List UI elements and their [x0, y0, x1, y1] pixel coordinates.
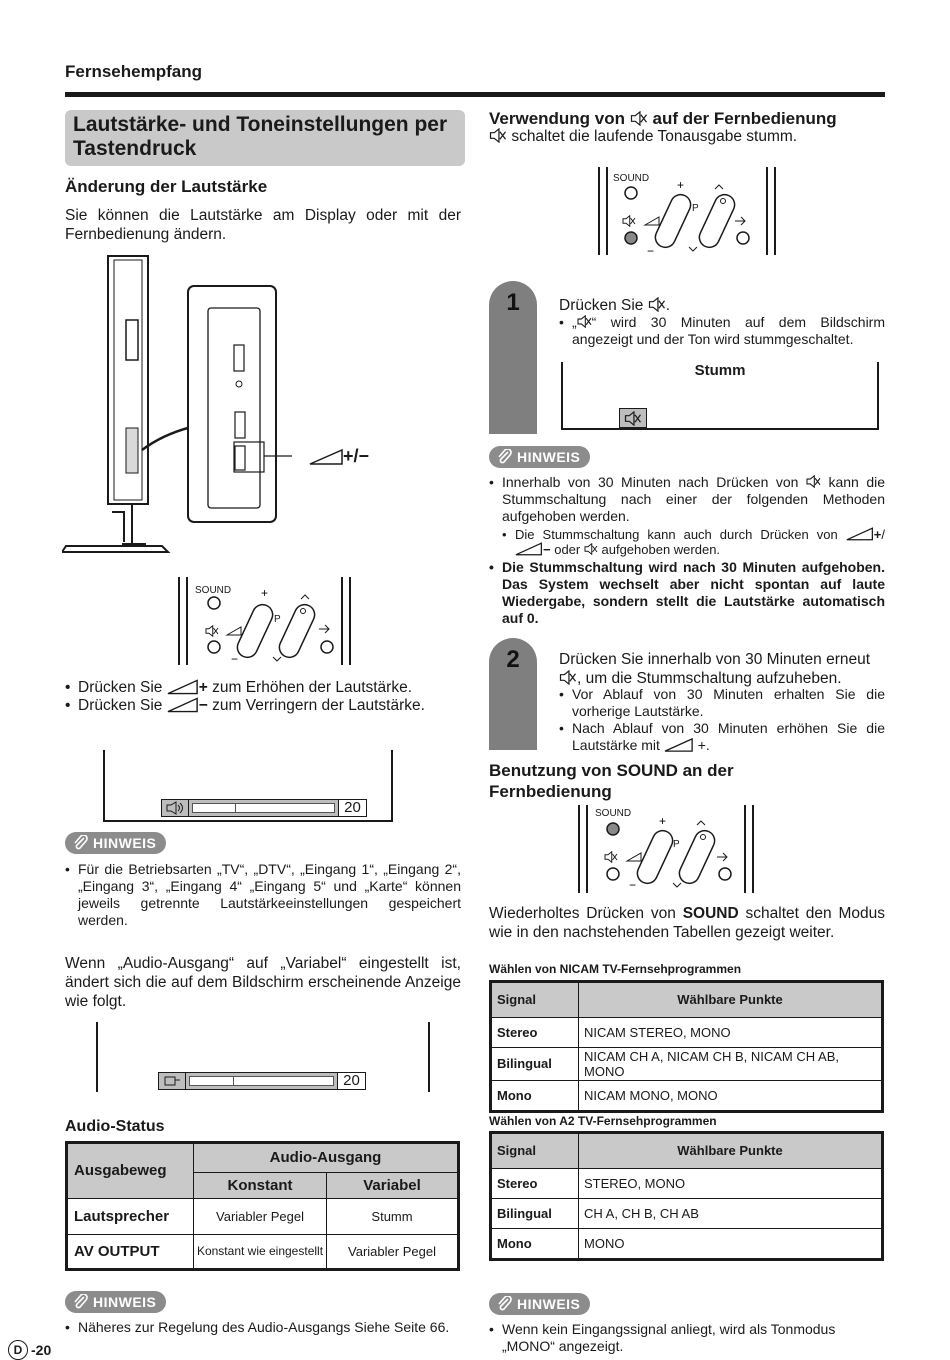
- volume-bullets: [65, 679, 465, 715]
- a2-row-items: CH A, CH B, CH AB: [579, 1198, 882, 1228]
- nicam-row-items: NICAM MONO, MONO: [579, 1080, 882, 1110]
- step-2-tab: 2: [489, 638, 537, 750]
- audio-col-const: Konstant: [194, 1172, 327, 1198]
- screen-volume-1: [103, 750, 393, 822]
- mute-heading: Verwendung von auf der Fernbedienung: [489, 109, 837, 128]
- audio-row-name: Lautsprecher: [68, 1198, 194, 1234]
- mute-icon: [806, 475, 821, 488]
- mute-icon: [584, 543, 598, 555]
- hinweis-3-subbullet: • Die Stummschaltung kann auch durch Drücken von +/ − oder aufgehoben werden.: [502, 527, 885, 557]
- section-title: Lautstärke- und Toneinstellungen per Tastendruck: [65, 110, 465, 166]
- volume-bar-2: [158, 1072, 366, 1090]
- hinweis-list-2: [65, 1319, 461, 1336]
- audio-out-text: Wenn „Audio-Ausgang“ auf „Variabel“ eingestellt ist, ändert sich die auf dem Bildschirm erscheinende Anzeige wie folgt.: [65, 955, 461, 1010]
- screen-mute: [561, 362, 879, 430]
- remote-p-label: P: [692, 203, 699, 214]
- step-1-title: Drücken Sie .: [559, 297, 671, 314]
- volume-ramp-icon: [167, 697, 199, 713]
- audio-row-const: Variabler Pegel: [194, 1198, 327, 1234]
- nicam-row-signal: Bilingual: [492, 1047, 579, 1080]
- nicam-col-signal: Signal: [492, 983, 579, 1017]
- audio-row-name: AV OUTPUT: [68, 1234, 194, 1268]
- a2-row-items: MONO: [579, 1228, 882, 1258]
- nicam-caption: Wählen von NICAM TV-Fernsehprogrammen: [489, 962, 742, 976]
- hinweis-list-3: [489, 474, 885, 627]
- hinweis-badge-3: HINWEIS: [489, 446, 590, 470]
- volume-heading: Änderung der Lautstärke: [65, 177, 268, 196]
- remote-p-label: P: [673, 839, 680, 850]
- volume-ramp-icon: [515, 542, 543, 556]
- hinweis-3-bullet-2: • Die Stummschaltung wird nach 30 Minuten aufgehoben. Das System wechselt aber nicht spontan auf laute Wiedergabe, sondern stellt die Lautstärke automatisch auf 0.: [489, 559, 885, 627]
- a2-table: [489, 1131, 884, 1261]
- hinweis-badge-1: HINWEIS: [65, 832, 166, 856]
- hinweis-badge-2: HINWEIS: [65, 1291, 166, 1315]
- nicam-row-signal: Mono: [492, 1080, 579, 1110]
- audio-row-const: Konstant wie eingestellt: [194, 1234, 327, 1268]
- sound-heading: Benutzung von SOUND an der Fernbedienung: [489, 761, 734, 801]
- audio-col-route: Ausgabeweg: [68, 1144, 194, 1198]
- a2-col-items: Wählbare Punkte: [579, 1134, 882, 1168]
- step-1-tab: 1: [489, 281, 537, 434]
- mute-icon: [559, 670, 577, 685]
- step-1-bullet: • „ “ wird 30 Minuten auf dem Bildschirm angezeigt und der Ton wird stummgeschaltet.: [559, 314, 885, 348]
- hinweis-list-1: [65, 861, 461, 929]
- remote-illustration-left: [177, 575, 352, 665]
- section-header: Fernsehempfang: [65, 62, 202, 81]
- page-letter: D: [8, 1340, 28, 1360]
- nicam-row-signal: Stereo: [492, 1017, 579, 1047]
- nicam-row-items: NICAM STEREO, MONO: [579, 1017, 882, 1047]
- audio-out-icon: [158, 1072, 186, 1090]
- step-2-bullet-1: • Vor Ablauf von 30 Minuten erhalten Sie die vorherige Lautstärke.: [559, 686, 885, 720]
- audio-row-var: Variabler Pegel: [327, 1234, 458, 1268]
- a2-row-signal: Bilingual: [492, 1198, 579, 1228]
- a2-row-signal: Mono: [492, 1228, 579, 1258]
- volume-ramp-icon: [167, 679, 199, 695]
- hinweis-3-sublist: [502, 527, 885, 557]
- mute-icon: [630, 111, 648, 126]
- volume-ramp-icon: [846, 527, 874, 541]
- hinweis-badge-4: HINWEIS: [489, 1293, 590, 1317]
- volume-track-1: [189, 799, 339, 817]
- nicam-row-items: NICAM CH A, NICAM CH B, NICAM CH AB, MONO: [579, 1047, 882, 1080]
- svg-text:−: −: [231, 652, 239, 665]
- audio-row-var: Stumm: [327, 1198, 458, 1234]
- speaker-icon: [161, 799, 189, 817]
- audio-col-group: Audio-Ausgang: [194, 1144, 458, 1172]
- a2-row-signal: Stereo: [492, 1168, 579, 1198]
- hinweis-1-text: • Für die Betriebsarten „TV“, „DTV“, „Eingang 1“, „Eingang 2“, „Eingang 3“, „Eingang 4“ „Eingang 5“ und „Karte“ können jeweils getrennte Lautstärkeeinstellungen gespeichert werden.: [65, 861, 461, 929]
- hinweis-4-text: • Wenn kein Eingangssignal anliegt, wird als Tonmodus „MONO“ angezeigt.: [489, 1321, 885, 1355]
- mute-indicator-icon: [619, 408, 647, 428]
- volume-ramp-icon: [664, 738, 694, 752]
- remote-sound-label: SOUND: [595, 808, 632, 819]
- stumm-label: Stumm: [694, 362, 746, 379]
- remote-illustration-sound: [577, 803, 757, 893]
- hinweis-list-4: [489, 1321, 885, 1355]
- a2-caption: Wählen von A2 TV-Fernsehprogrammen: [489, 1114, 717, 1128]
- paperclip-icon: [497, 449, 513, 465]
- nicam-col-items: Wählbare Punkte: [579, 983, 882, 1017]
- paperclip-icon: [73, 835, 89, 851]
- nicam-table: [489, 980, 884, 1113]
- step-2-bullet-2: • Nach Ablauf von 30 Minuten erhöhen Sie die Lautstärke mit +.: [559, 720, 885, 754]
- paperclip-icon: [497, 1296, 513, 1312]
- mute-icon: [648, 297, 666, 312]
- volume-track-2: [186, 1072, 338, 1090]
- volume-value-1: 20: [339, 799, 367, 817]
- svg-text:+: +: [659, 814, 667, 828]
- volume-bar-1: [161, 799, 367, 817]
- svg-text:−: −: [629, 878, 637, 892]
- audio-status-table: [65, 1141, 460, 1271]
- volume-bullet-down: • Drücken Sie − zum Verringern der Lautstärke.: [65, 697, 465, 715]
- volume-bullet-up: • Drücken Sie + zum Erhöhen der Lautstärke.: [65, 679, 465, 697]
- volume-value-2: 20: [338, 1072, 366, 1090]
- svg-text:+: +: [677, 178, 685, 192]
- remote-sound-label: SOUND: [195, 585, 232, 596]
- audio-col-var: Variabel: [327, 1172, 458, 1198]
- paperclip-icon: [73, 1294, 89, 1310]
- remote-illustration-mute: [597, 165, 777, 257]
- page-number: D -20: [8, 1340, 51, 1360]
- a2-row-items: STEREO, MONO: [579, 1168, 882, 1198]
- sound-text: Wiederholtes Drücken von SOUND schaltet den Modus wie in den nachstehenden Tabellen gezeigt weiter.: [489, 905, 885, 941]
- step-1-bullets: [559, 314, 885, 348]
- volume-intro: Sie können die Lautstärke am Display oder mit der Fernbedienung ändern.: [65, 207, 461, 243]
- step-2-title: Drücken Sie innerhalb von 30 Minuten erneut , um die Stummschaltung aufzuheben.: [559, 651, 871, 687]
- svg-text:−: −: [647, 244, 655, 257]
- audio-status-heading: Audio-Status: [65, 1118, 165, 1135]
- hinweis-2-text: • Näheres zur Regelung des Audio-Ausgangs Siehe Seite 66.: [65, 1319, 461, 1336]
- remote-sound-label: SOUND: [613, 173, 650, 184]
- step-2-bullets: [559, 686, 885, 754]
- tv-side-illustration: [62, 250, 392, 560]
- a2-col-signal: Signal: [492, 1134, 579, 1168]
- mute-subtitle: schaltet die laufende Tonausgabe stumm.: [489, 127, 797, 146]
- hinweis-3-bullet-1: • Innerhalb von 30 Minuten nach Drücken von kann die Stummschaltung nach einer der folgenden Methoden aufgehoben werden. • Die Stummschaltung kann auch durch Drücken von +/ − oder aufgehoben werden.: [489, 474, 885, 557]
- mute-icon: [489, 128, 507, 143]
- remote-p-label: P: [274, 614, 281, 625]
- header-rule: [65, 92, 885, 97]
- screen-volume-2: [96, 1022, 430, 1092]
- mute-icon: [577, 315, 592, 328]
- svg-text:+: +: [261, 586, 269, 600]
- tv-volume-label: +/−: [343, 446, 370, 466]
